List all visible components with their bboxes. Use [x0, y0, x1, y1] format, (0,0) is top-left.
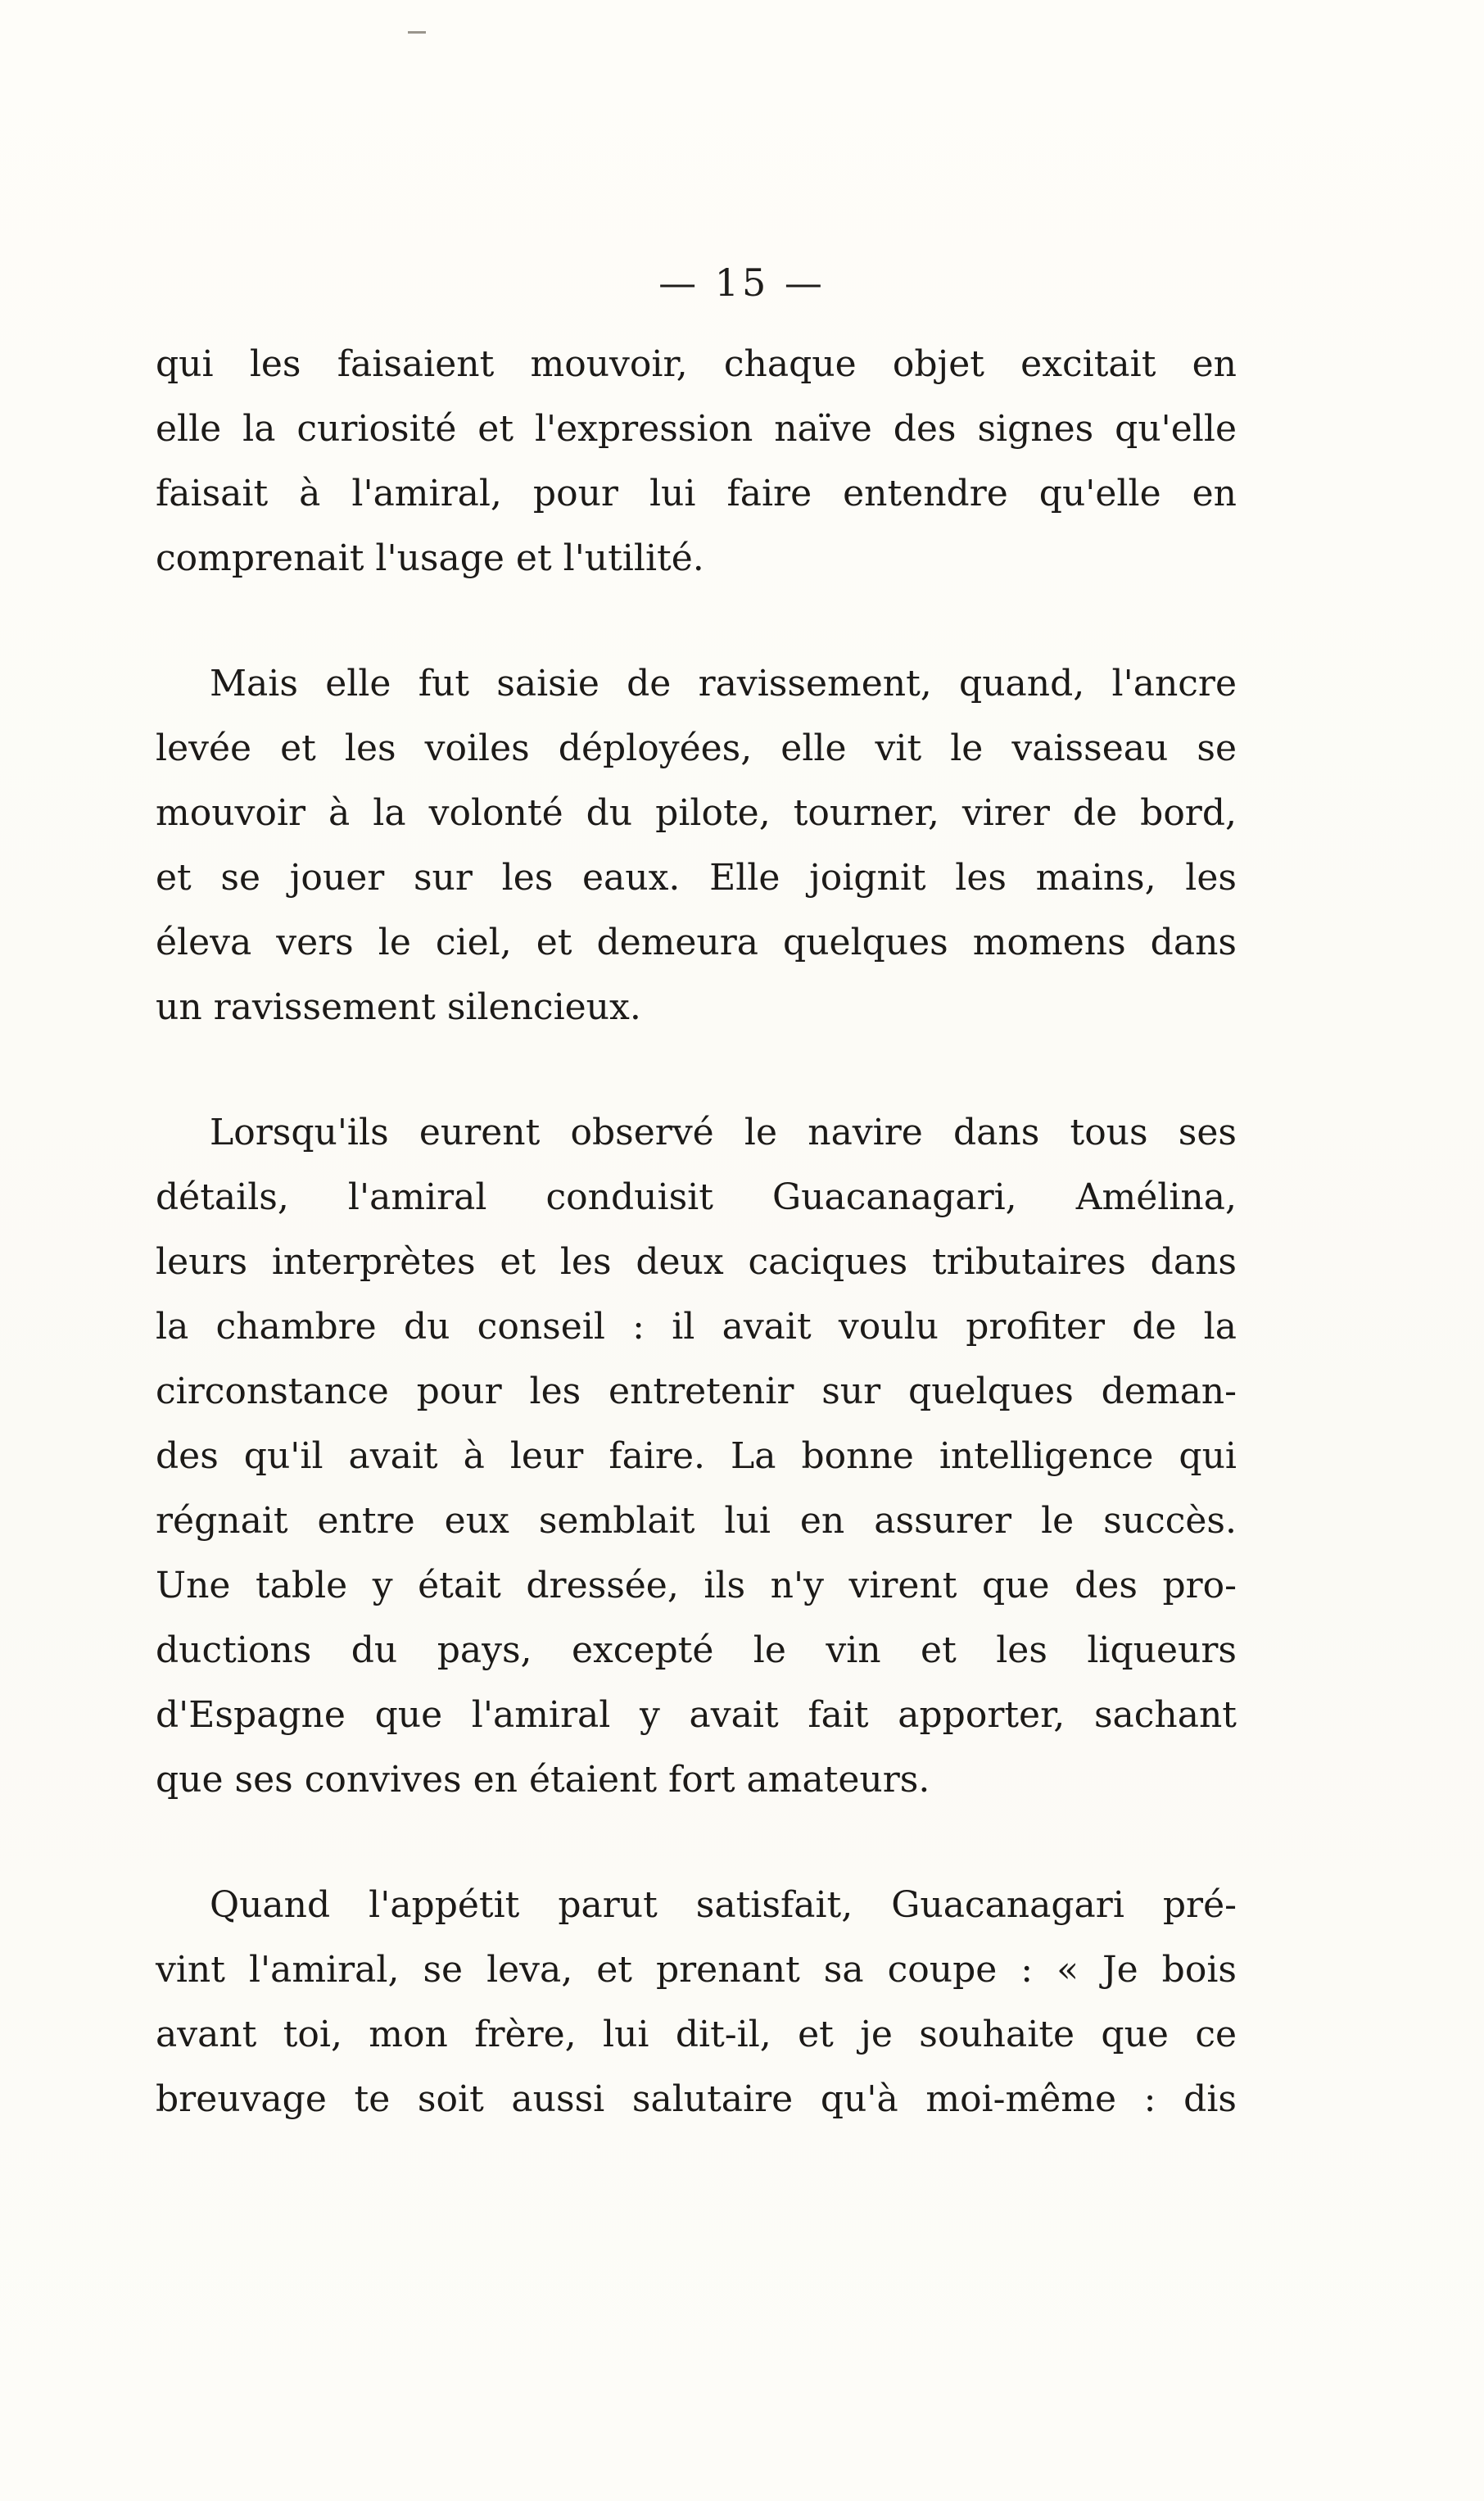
text-line: Une table y était dressée, ils n'y virent que des pro- [156, 1565, 1237, 1606]
margin-mark [408, 31, 426, 34]
text-line: elle la curiosité et l'expression naïve des signes qu'elle [156, 408, 1237, 450]
text-line: détails, l'amiral conduisit Guacanagari, Amélina, [156, 1176, 1237, 1218]
text-line: la chambre du conseil : il avait voulu profiter de la [156, 1306, 1237, 1348]
text-line: faisait à l'amiral, pour lui faire entendre qu'elle en [156, 473, 1237, 514]
text-line: vint l'amiral, se leva, et prenant sa coupe : « Je bois [156, 1949, 1237, 1991]
paragraph-4 [156, 1873, 1237, 2132]
page-number: — 15 — [658, 261, 826, 305]
paragraph-3 [156, 1100, 1237, 1812]
text-line: qui les faisaient mouvoir, chaque objet excitait en [156, 343, 1237, 385]
text-line: circonstance pour les entretenir sur quelques deman- [156, 1371, 1237, 1412]
text-line: que ses convives en étaient fort amateurs. [156, 1759, 930, 1801]
text-line: Quand l'appétit parut satisfait, Guacanagari pré- [210, 1884, 1237, 1926]
text-line: éleva vers le ciel, et demeura quelques momens dans [156, 922, 1237, 963]
text-line: Lorsqu'ils eurent observé le navire dans tous ses [210, 1112, 1237, 1153]
text-line: des qu'il avait à leur faire. La bonne intelligence qui [156, 1435, 1237, 1477]
text-line: leurs interprètes et les deux caciques tributaires dans [156, 1241, 1237, 1283]
text-line: comprenait l'usage et l'utilité. [156, 537, 704, 579]
text-line: breuvage te soit aussi salutaire qu'à moi-même : dis [156, 2078, 1237, 2120]
text-line: un ravissement silencieux. [156, 986, 641, 1028]
paragraph-1 [156, 332, 1237, 591]
text-line: régnait entre eux semblait lui en assurer le succès. [156, 1500, 1237, 1542]
text-line: mouvoir à la volonté du pilote, tourner, virer de bord, [156, 792, 1237, 834]
text-line: d'Espagne que l'amiral y avait fait apporter, sachant [156, 1694, 1237, 1736]
text-line: levée et les voiles déployées, elle vit le vaisseau se [156, 727, 1237, 769]
text-line: ductions du pays, excepté le vin et les liqueurs [156, 1629, 1237, 1671]
paragraph-2 [156, 651, 1237, 1040]
text-line: avant toi, mon frère, lui dit-il, et je souhaite que ce [156, 2014, 1237, 2055]
text-line: et se jouer sur les eaux. Elle joignit les mains, les [156, 857, 1237, 899]
body-text [156, 332, 1237, 2132]
text-line: Mais elle fut saisie de ravissement, quand, l'ancre [210, 663, 1237, 705]
